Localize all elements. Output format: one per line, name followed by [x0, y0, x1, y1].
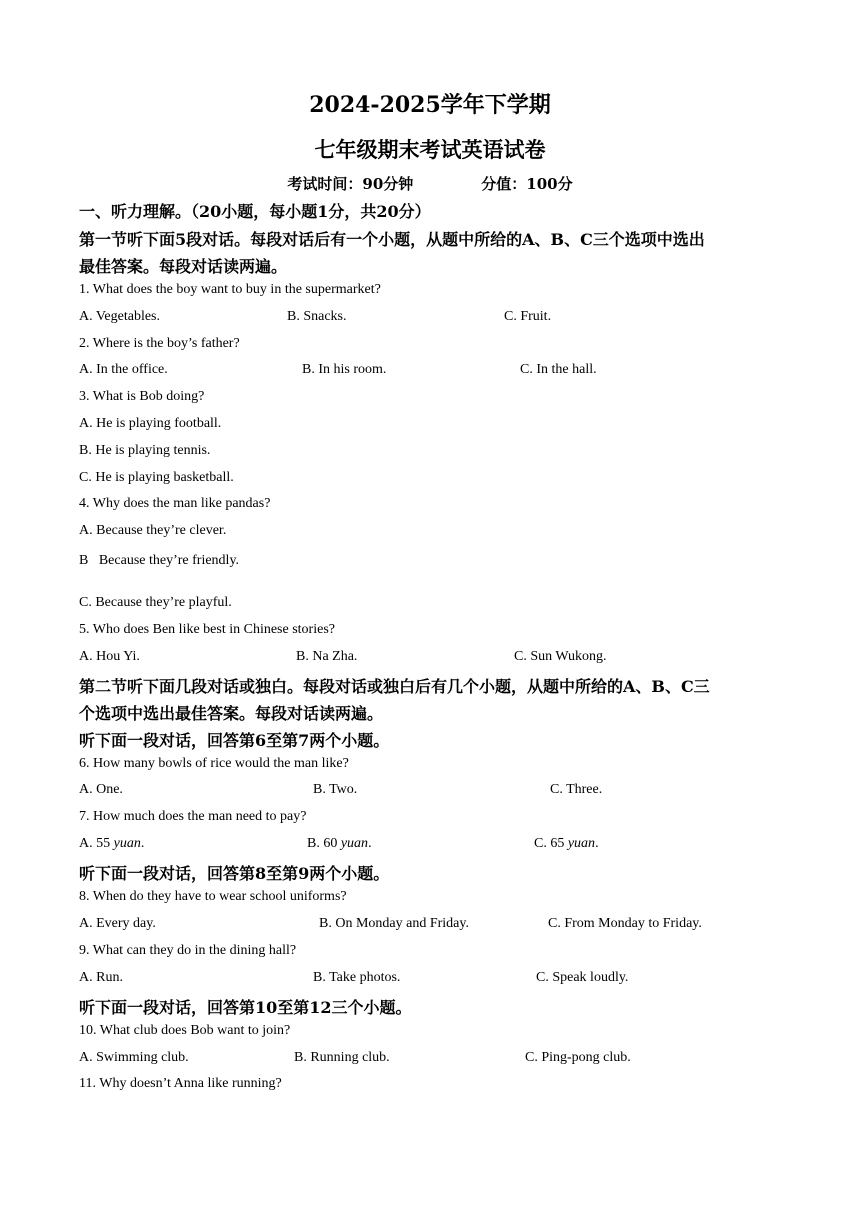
- question-9-options: [79, 970, 799, 990]
- group-instruction-8-9: 听下面一段对话，回答第8至第9两个小题。: [79, 864, 390, 883]
- option-a: A. Hou Yi.: [79, 649, 140, 664]
- option-a: [79, 836, 144, 852]
- exam-meta: [0, 173, 860, 194]
- option-b: B. Take photos.: [313, 970, 401, 985]
- option-c-unit: yuan: [567, 836, 596, 851]
- question-8: 8. When do they have to wear school uniforms?: [79, 889, 347, 904]
- option-b: [307, 836, 372, 852]
- option-c-label: C. 65: [534, 836, 565, 851]
- exam-title: 2024-2025学年下学期: [309, 92, 551, 118]
- question-1-options: [79, 309, 799, 329]
- question-5-options: [79, 649, 799, 669]
- option-a: A. Run.: [79, 970, 123, 985]
- option-a: A. Every day.: [79, 916, 156, 931]
- option-a-unit: yuan: [113, 836, 141, 851]
- option-c: C. Speak loudly.: [536, 970, 629, 985]
- option-b-label: B. 60: [307, 836, 338, 851]
- option-c: C. In the hall.: [520, 362, 597, 377]
- option-b: B. Running club.: [294, 1050, 390, 1065]
- option-b: B. On Monday and Friday.: [319, 916, 469, 931]
- option-b-unit: yuan: [340, 836, 369, 851]
- question-7-options: [79, 836, 799, 856]
- option-c: C. Ping-pong club.: [525, 1050, 631, 1065]
- question-6-options: [79, 782, 799, 802]
- option-b: B. Two.: [313, 782, 358, 797]
- part1-instruction-line2: 最佳答案。每段对话读两遍。: [79, 257, 288, 276]
- question-2-options: [79, 362, 799, 382]
- option-a: A. Vegetables.: [79, 309, 160, 324]
- group-instruction-10-12: 听下面一段对话，回答第10至第12三个小题。: [79, 998, 412, 1017]
- option-c: C. From Monday to Friday.: [548, 916, 702, 931]
- exam-time: 考试时间：90分钟: [287, 175, 414, 193]
- question-3-option-b: B. He is playing tennis.: [79, 443, 211, 458]
- option-a: A. One.: [79, 782, 123, 797]
- question-1: 1. What does the boy want to buy in the supermarket?: [79, 282, 381, 297]
- question-4-option-b: B Because they’re friendly.: [79, 553, 240, 568]
- option-a-label: A. 55: [79, 836, 111, 851]
- question-9: 9. What can they do in the dining hall?: [79, 943, 297, 958]
- option-b: B. Na Zha.: [296, 649, 358, 664]
- question-10: 10. What club does Bob want to join?: [79, 1023, 291, 1038]
- part1-instruction-line1: 第一节听下面5段对话。每段对话后有一个小题，从题中所给的A、B、C三个选项中选出: [79, 230, 705, 249]
- option-a-end: .: [140, 836, 145, 851]
- option-c: C. Fruit.: [504, 309, 552, 324]
- option-a: A. Swimming club.: [79, 1050, 189, 1065]
- option-a: A. In the office.: [79, 362, 168, 377]
- question-10-options: [79, 1050, 799, 1070]
- section1-heading: 一、听力理解。（20小题，每小题1分，共20分）: [79, 202, 431, 221]
- option-c: C. Sun Wukong.: [514, 649, 607, 664]
- question-3-option-a: A. He is playing football.: [79, 416, 222, 431]
- question-11: 11. Why doesn’t Anna like running?: [79, 1076, 282, 1091]
- question-4: 4. Why does the man like pandas?: [79, 496, 271, 511]
- part2-instruction-line1: 第二节听下面几段对话或独白。每段对话或独白后有几个小题，从题中所给的A、B、C三: [79, 677, 710, 696]
- question-2: 2. Where is the boy’s father?: [79, 336, 240, 351]
- option-b: B. In his room.: [302, 362, 387, 377]
- question-3-option-c: C. He is playing basketball.: [79, 470, 234, 485]
- part2-instruction-line2: 个选项中选出最佳答案。每段对话读两遍。: [79, 704, 384, 723]
- question-5: 5. Who does Ben like best in Chinese stories?: [79, 622, 335, 637]
- option-b-end: .: [368, 836, 372, 851]
- group-instruction-6-7: 听下面一段对话，回答第6至第7两个小题。: [79, 731, 390, 750]
- exam-subtitle: 七年级期末考试英语试卷: [314, 137, 546, 162]
- question-7: 7. How much does the man need to pay?: [79, 809, 307, 824]
- option-b: B. Snacks.: [287, 309, 347, 324]
- question-4-option-c: C. Because they’re playful.: [79, 595, 232, 610]
- exam-score: 分值：100分: [481, 175, 573, 193]
- question-4-option-a: A. Because they’re clever.: [79, 523, 227, 538]
- option-c: [534, 836, 599, 852]
- question-8-options: [79, 916, 799, 936]
- option-c: C. Three.: [550, 782, 603, 797]
- question-6: 6. How many bowls of rice would the man like?: [79, 756, 349, 771]
- option-c-end: .: [595, 836, 599, 851]
- question-3: 3. What is Bob doing?: [79, 389, 205, 404]
